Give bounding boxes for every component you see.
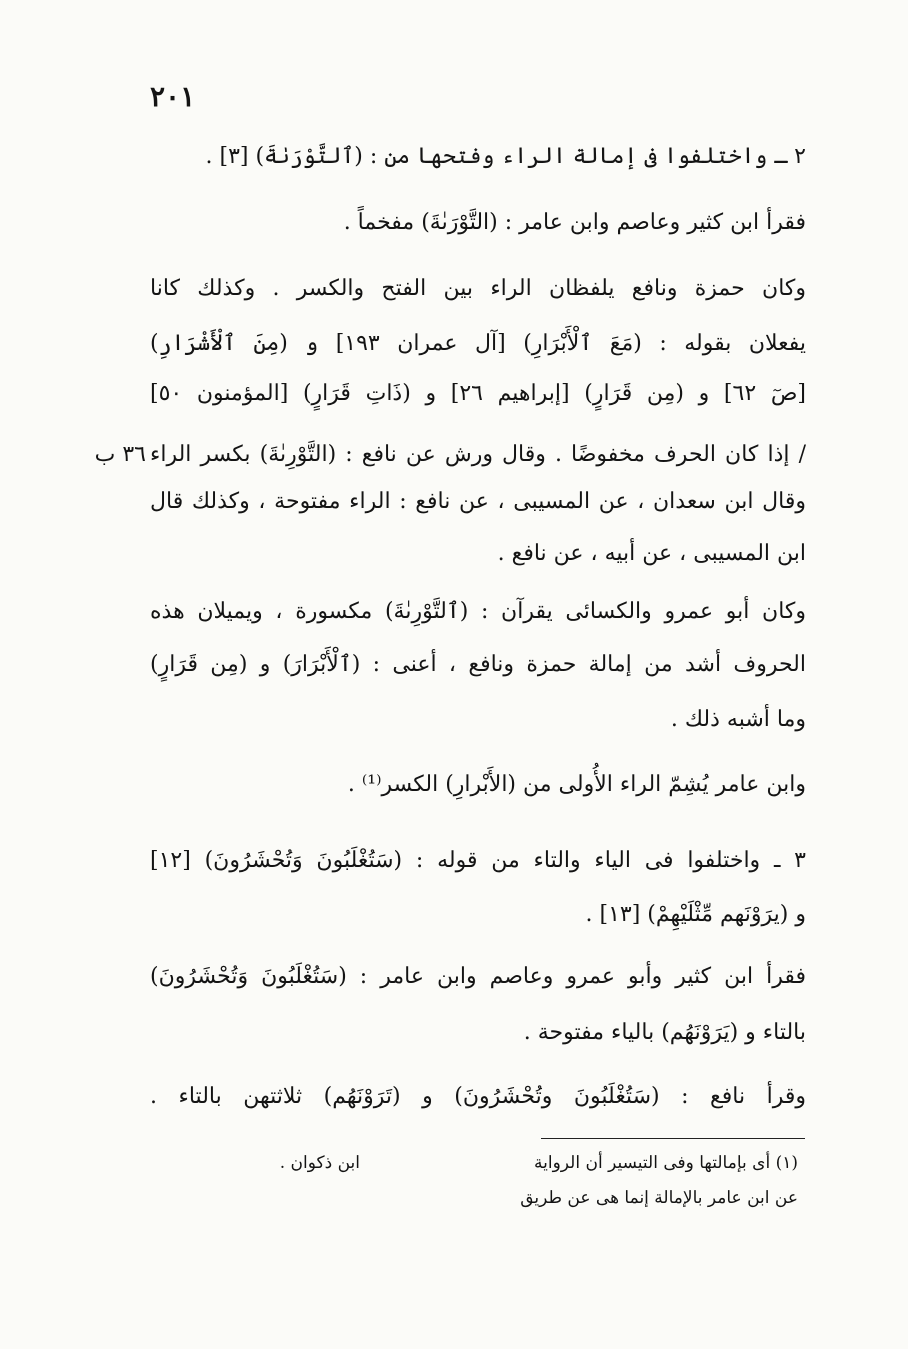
- text-line: ابن المسيبى ، عن أبيه ، عن نافع .: [497, 541, 806, 566]
- footnote-line: عن ابن عامر بالإمالة إنما هى عن طريق: [520, 1188, 798, 1208]
- text-line: وقرأ نافع : (سَتُغْلَبُونَ وتُحْشَرُونَ) و (تَرَوْنَهُم) ثلاثتهن بالتاء .: [150, 1084, 806, 1109]
- text-line: وابن عامر يُشِمّ الراء الأُولى من (الأَبْرارِ) الكسر⁽¹⁾ .: [347, 772, 806, 797]
- footnote-rule: [541, 1138, 805, 1139]
- text-line: وكان أبو عمرو والكسائى يقرآن : (ٱلتَّوْرِىٰةَ) مكسورة ، ويميلان هذه: [150, 599, 806, 624]
- text-line: الحروف أشد من إمالة حمزة ونافع ، أعنى : (ٱلْأَبْرَارَ) و (مِن قَرَارٍ): [150, 652, 806, 677]
- text-line: [صٓ ٦٢] و (مِن قَرَارٍ) [إبراهيم ٢٦] و (ذَاتِ قَرَارٍ) [المؤمنون ٥٠]: [150, 381, 806, 406]
- text-line: و (يرَوْنَهم مِّثْلَيْهِمْ) [١٣] .: [585, 902, 806, 927]
- text-line: ٢ ـ واختلفوا فى إمالة الراء وفتحها من : (ٱلتَّوْرَىٰةَ) [٣] .: [205, 144, 806, 169]
- margin-note: ٣٦ ب: [94, 442, 146, 467]
- text-line: بالتاء و (يَرَوْنَهُم) بالياء مفتوحة .: [523, 1020, 806, 1045]
- text-line: وكان حمزة ونافع يلفظان الراء بين الفتح والكسر . وكذلك كانا: [150, 276, 806, 301]
- page-number: ٢٠١: [150, 80, 196, 113]
- text-line: يفعلان بقوله : (مَعَ ٱلْأَبْرَارِ) [آل عمران ١٩٣] و (مِنَ ٱلْأَشْرَارِ): [150, 331, 807, 356]
- text-line: وقال ابن سعدان ، عن المسيبى ، عن نافع : الراء مفتوحة ، وكذلك قال: [150, 489, 806, 514]
- text-line: فقرأ ابن كثير وعاصم وابن عامر : (التَّوْرَىٰةَ) مفخماً .: [343, 210, 806, 235]
- text-line: / إذا كان الحرف مخفوضًا . وقال ورش عن نافع : (التَّوْرِىٰةَ) بكسر الراء: [150, 442, 806, 467]
- text-line: ٣ ـ واختلفوا فى الياء والتاء من قوله : (سَتُغْلَبُونَ وَتُحْشَرُونَ) [١٢]: [150, 848, 806, 873]
- footnote-line: ابن ذكوان .: [279, 1153, 360, 1173]
- text-line: وما أشبه ذلك .: [670, 707, 806, 732]
- footnote-line: (١) أى بإمالتها وفى التيسير أن الرواية: [534, 1153, 798, 1173]
- text-line: فقرأ ابن كثير وأبو عمرو وعاصم وابن عامر : (سَتُغْلَبُونَ وَتُحْشَرُونَ): [150, 964, 806, 989]
